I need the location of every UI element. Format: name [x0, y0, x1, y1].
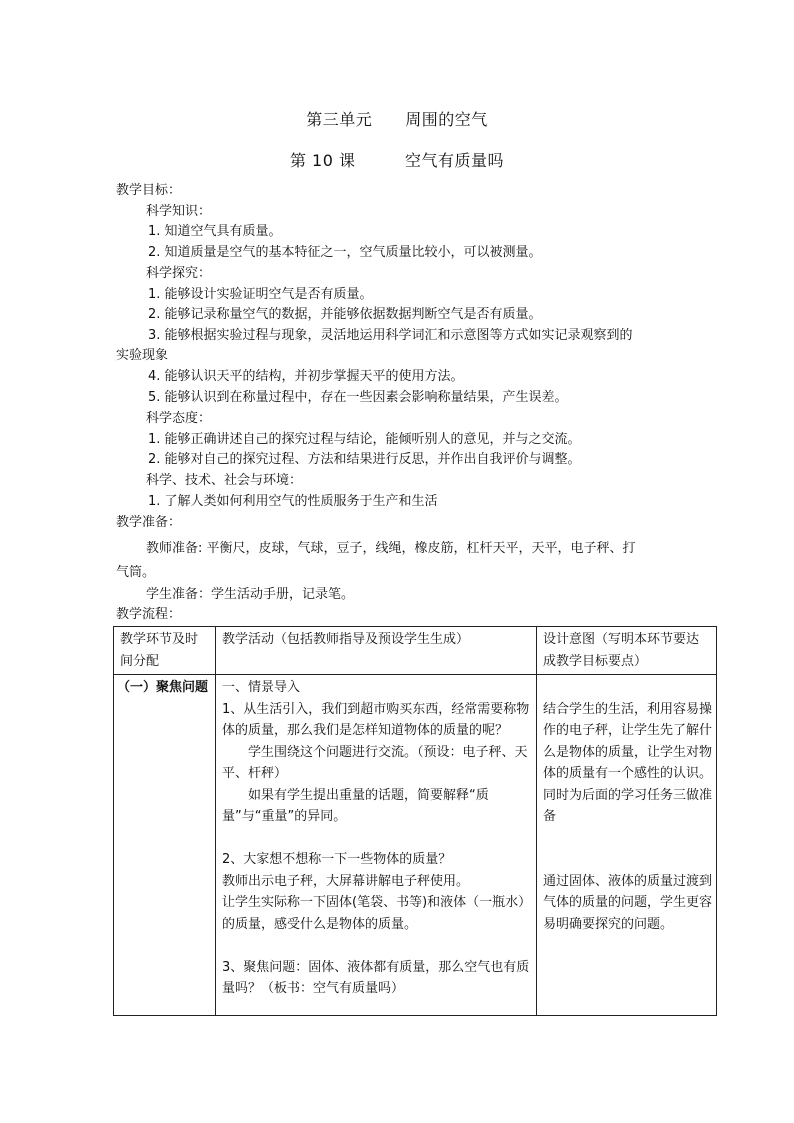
knowledge-item-1: 1. 知道空气具有质量。 — [148, 224, 282, 239]
stage-cell — [114, 675, 216, 1016]
header-intent-text: 设计意图（写明本环节要达成教学目标要点） — [543, 632, 700, 669]
student-preparation: 学生准备：学生活动手册，记录笔。 — [146, 587, 355, 602]
activity-paragraph-6: 让学生实际称一下固体(笔袋、书等)和液体（一瓶水）的质量，感受什么是物体的质量。 — [222, 895, 532, 932]
knowledge-heading: 科学知识： — [146, 204, 212, 219]
intent-cell — [537, 675, 717, 1016]
inquiry-item-2: 2. 能够记录称量空气的数据，并能够依据数据判断空气是否有质量。 — [148, 307, 542, 322]
activity-paragraph-5: 教师出示电子秤，大屏幕讲解电子秤使用。 — [222, 873, 470, 889]
spacer — [222, 828, 532, 850]
stage-label: （一）聚焦问题 — [117, 680, 209, 695]
table-row — [114, 675, 717, 1016]
intent-paragraph-1: 结合学生的生活，利用容易操作的电子秤，让学生先了解什么是物体的质量，让学生对物体的质量有一个感性的认识。同时为后面的学习任务三做准备 — [543, 701, 713, 824]
lesson-title: 第 10 课 空气有质量吗 — [289, 151, 505, 170]
inquiry-item-3: 3. 能够根据实验过程与现象，灵活地运用科学词汇和示意图等方式如实记录观察到的 — [148, 328, 633, 343]
preparation-heading: 教学准备： — [116, 515, 182, 530]
attitude-item-1: 1. 能够正确讲述自己的探究过程与结论，能倾听别人的意见，并与之交流。 — [148, 432, 581, 447]
header-activity-text: 教学活动（包括教师指导及预设学生生成） — [222, 632, 470, 647]
header-cell-stage — [114, 627, 216, 675]
activity-paragraph-1: 1、从生活引入，我们到超市购买东西，经常需要称物体的质量，那么我们是怎样知道物体的质量的呢？ — [222, 701, 530, 738]
activity-paragraph-2: 学生围绕这个问题进行交流。（预设：电子秤、天平、杆秤） — [222, 744, 528, 781]
inquiry-item-5: 5. 能够认识到在称量过程中，存在一些因素会影响称量结果，产生误差。 — [148, 390, 568, 405]
activity-paragraph-3: 如果有学生提出重量的话题，简要解释“质量”与“重量”的异同。 — [222, 787, 489, 824]
intro-heading: 一、情景导入 — [222, 680, 301, 695]
table-header-row — [114, 627, 717, 675]
activity-paragraph-4: 2、大家想不想称一下一些物体的质量？ — [222, 852, 452, 867]
header-cell-intent — [537, 627, 717, 675]
spacer — [222, 935, 532, 957]
activity-paragraph-7: 3、聚焦问题：固体、液体都有质量，那么空气也有质量吗？（板书：空气有质量吗） — [222, 959, 530, 996]
spacer — [543, 828, 712, 871]
spacer — [543, 677, 712, 699]
attitude-item-2: 2. 能够对自己的探究过程、方法和结果进行反思，并作出自我评价与调整。 — [148, 452, 581, 467]
inquiry-item-3-cont: 实验现象 — [116, 348, 169, 363]
sts-heading: 科学、技术、社会与环境： — [146, 473, 303, 488]
unit-title: 第三单元 周围的空气 — [306, 110, 488, 129]
sts-item-1: 1. 了解人类如何利用空气的性质服务于生产和生活 — [148, 494, 438, 509]
header-stage-text: 教学环节及时间分配 — [120, 632, 199, 669]
activity-cell — [216, 675, 537, 1016]
process-heading: 教学流程： — [116, 607, 182, 622]
knowledge-item-2: 2. 知道质量是空气的基本特征之一，空气质量比较小，可以被测量。 — [148, 245, 542, 260]
attitude-heading: 科学态度： — [146, 411, 212, 426]
teacher-preparation-cont: 气筒。 — [116, 565, 156, 580]
teacher-preparation: 教师准备: 平衡尺，皮球，气球，豆子，线绳，橡皮筋，杠杆天平，天平，电子秤、打 — [146, 541, 636, 556]
inquiry-heading: 科学探究： — [146, 266, 212, 281]
intent-paragraph-2: 通过固体、液体的质量过渡到气体的质量的问题，学生更容易明确要探究的问题。 — [543, 873, 713, 932]
teaching-process-table — [113, 626, 717, 1016]
inquiry-item-1: 1. 能够设计实验证明空气是否有质量。 — [148, 287, 373, 302]
inquiry-item-4: 4. 能够认识天平的结构，并初步掌握天平的使用方法。 — [148, 369, 464, 384]
objectives-heading: 教学目标： — [116, 183, 182, 198]
header-cell-activity — [216, 627, 537, 675]
